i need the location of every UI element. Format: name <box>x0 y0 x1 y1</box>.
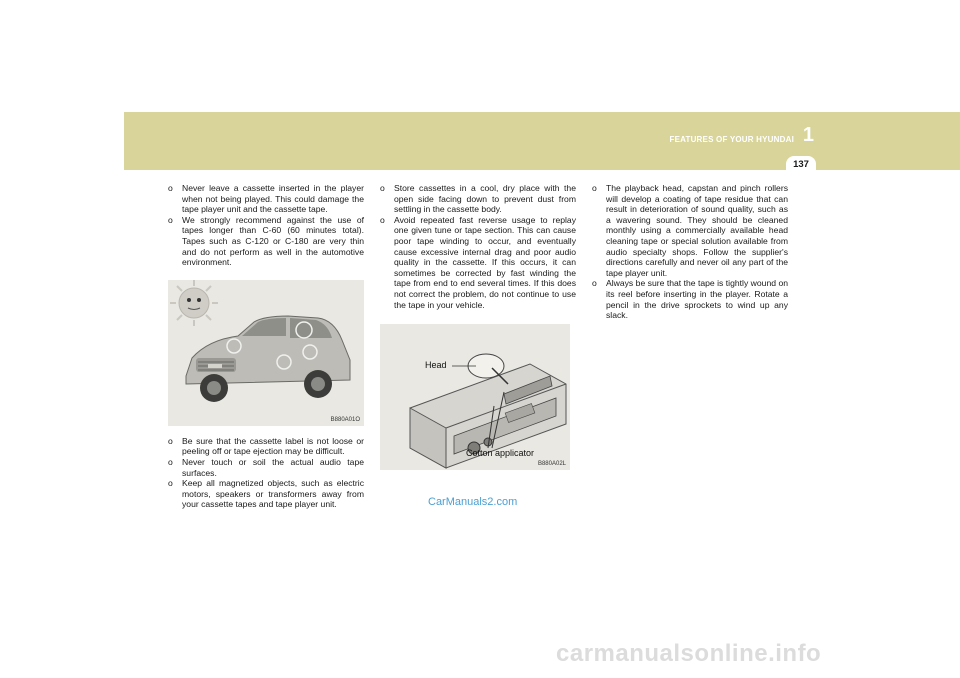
bullet-item <box>380 183 576 215</box>
bullet-item <box>592 278 788 320</box>
footer-watermark: carmanualsonline.info <box>556 640 822 667</box>
bullet-mark: o <box>168 478 173 489</box>
column-3 <box>592 183 788 321</box>
head-label: Head <box>425 360 447 371</box>
bullet-item <box>168 457 364 478</box>
car-illustration <box>168 280 364 426</box>
bullet-item <box>168 215 364 268</box>
page-number: 137 <box>786 156 816 172</box>
bullet-item <box>168 183 364 215</box>
column-2 <box>380 183 576 470</box>
bullet-mark: o <box>380 183 385 193</box>
bullet-text: Always be sure that the tape is tightly wound on its reel before inserting in the player. Rotate a pencil in the drive sprockets to wind up any slack. <box>606 278 788 321</box>
bullet-mark: o <box>168 214 173 225</box>
chapter-number: 1 <box>802 124 814 146</box>
car-figure <box>168 280 364 426</box>
bullet-mark: o <box>380 214 385 225</box>
bullet-mark: o <box>168 435 173 446</box>
bullet-item <box>168 436 364 457</box>
bullet-mark: o <box>592 183 597 193</box>
cotton-applicator-label: Cotton applicator <box>466 448 535 459</box>
bullet-mark: o <box>592 278 597 289</box>
bullet-mark: o <box>168 183 173 193</box>
bullet-text: We strongly recommend against the use of tapes longer than C-60 (60 minutes total). Tapes such as C-120 or C-180 are very thin and do not perform as well in the automotive environment. <box>182 214 364 268</box>
bullet-text: Be sure that the cassette label is not loose or peeling off or tape ejection may be difficult. <box>182 435 364 457</box>
bullet-item <box>592 183 788 278</box>
header-band <box>124 112 960 170</box>
bullet-item <box>168 478 364 510</box>
bullet-text: The playback head, capstan and pinch rollers will develop a coating of tape residue that can result in deterioration of sound quality, such as a wavering sound. They should be cleaned monthly using a commercially available head cleaning tape or special solution available from audio specialty shops. Follow the supplier's directions carefully and never oil any part of the tape player unit. <box>606 183 788 278</box>
section-title: FEATURES OF YOUR HYUNDAI <box>669 135 794 144</box>
bullet-mark: o <box>168 456 173 467</box>
column-1 <box>168 183 364 510</box>
bullet-text: Avoid repeated fast reverse usage to replay one given tune or tape section. This can cause poor tape winding to occur, and eventually cause excessive internal drag and poor audio quality in the cassette. If this occurs, it can sometimes be corrected by fast winding the tape from end to end several times. If this does not correct the problem, do not continue to use the tape in your vehicle. <box>394 214 576 310</box>
site-watermark-link[interactable]: CarManuals2.com <box>428 496 518 508</box>
bullet-text: Never touch or soil the actual audio tape surfaces. <box>182 456 364 478</box>
figure-caption: B880A01O <box>330 416 360 423</box>
figure-caption: B880A02L <box>537 461 566 468</box>
tape-head-figure <box>380 324 570 470</box>
bullet-text: Store cassettes in a cool, dry place with the open side facing down to prevent dust from settling in the cassette body. <box>394 183 576 215</box>
bullet-text: Never leave a cassette inserted in the player when not being played. This could damage the tape player unit and the cassette tape. <box>182 183 364 215</box>
bullet-text: Keep all magnetized objects, such as electric motors, speakers or transformers away from your cassette tapes and tape player unit. <box>182 478 364 510</box>
bullet-item <box>380 215 576 310</box>
